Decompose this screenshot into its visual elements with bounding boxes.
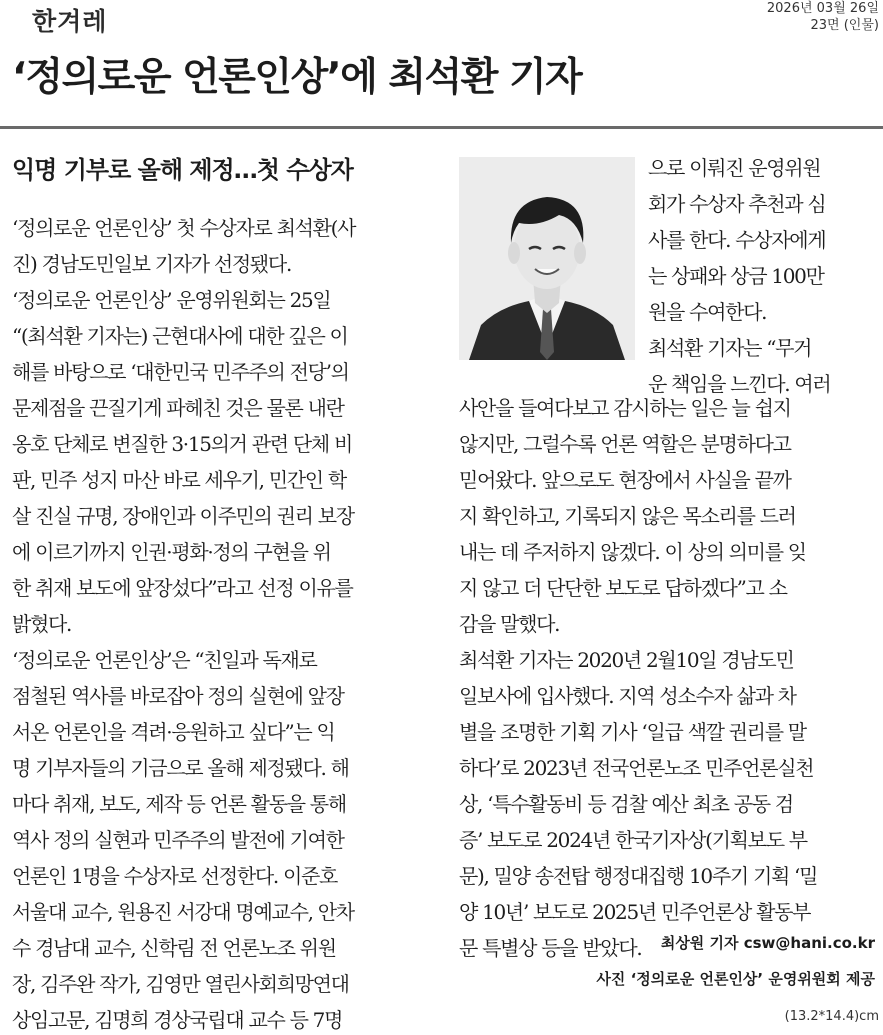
text-line: 양 10년’ 보도로 2025년 민주언론상 활동부 bbox=[459, 900, 811, 924]
text-line: 최석환 기자는 2020년 2월10일 경남도민 bbox=[459, 648, 794, 672]
text-line: “(최석환 기자는) 근현대사에 대한 깊은 이 bbox=[12, 324, 348, 348]
page-section: 23면 (인물) bbox=[810, 18, 879, 33]
clip-size: (13.2*14.4)cm bbox=[784, 1009, 879, 1024]
text-line: 않지만, 그럴수록 언론 역할은 분명하다고 bbox=[459, 432, 791, 456]
text-line: 하다’로 2023년 전국언론노조 민주언론실천 bbox=[459, 756, 814, 780]
text-line: 해를 바탕으로 ‘대한민국 민주주의 전당’의 bbox=[12, 360, 349, 384]
text-line: 에 이르기까지 인권·평화·정의 구현을 위 bbox=[12, 540, 331, 564]
photo-credit: 사진 ‘정의로운 언론인상’ 운영위원회 제공 bbox=[596, 970, 875, 988]
publication-date: 2026년 03월 26일 bbox=[766, 1, 879, 16]
text-line: 문 특별상 등을 받았다. bbox=[459, 936, 642, 960]
text-line: 는 상패와 상금 100만 bbox=[648, 264, 824, 288]
text-line: 문제점을 끈질기게 파헤친 것은 물론 내란 bbox=[12, 396, 344, 420]
text-line: 상, ‘특수활동비 등 검찰 예산 최초 공동 검 bbox=[459, 792, 793, 816]
text-line: 으로 이뤄진 운영위원 bbox=[648, 156, 821, 180]
text-line: 명 기부자들의 기금으로 올해 제정됐다. 해 bbox=[12, 756, 349, 780]
text-line: 서온 언론인을 격려·응원하고 싶다”는 익 bbox=[12, 720, 335, 744]
byline: 최상원 기자 csw@hani.co.kr bbox=[660, 934, 875, 952]
text-line: ‘정의로운 언론인상’ 첫 수상자로 최석환(사 bbox=[12, 216, 356, 240]
text-line: 지 확인하고, 기록되지 않은 목소리를 드러 bbox=[459, 504, 796, 528]
text-line: ‘정의로운 언론인상’은 “친일과 독재로 bbox=[12, 648, 317, 672]
text-line: 상임고문, 김명희 경상국립대 교수 등 7명 bbox=[12, 1008, 343, 1032]
text-line: 서울대 교수, 원용진 서강대 명예교수, 안차 bbox=[12, 900, 354, 924]
text-line: 별을 조명한 기획 기사 ‘일급 색깔 권리를 말 bbox=[459, 720, 806, 744]
text-line: 점철된 역사를 바로잡아 정의 실현에 앞장 bbox=[12, 684, 344, 708]
text-line: 운 책임을 느낀다. 여러 bbox=[648, 372, 831, 396]
text-line: 역사 정의 실현과 민주주의 발전에 기여한 bbox=[12, 828, 344, 852]
text-line: 마다 취재, 보도, 제작 등 언론 활동을 통해 bbox=[12, 792, 346, 816]
headline-divider bbox=[0, 126, 883, 129]
text-line: 일보사에 입사했다. 지역 성소수자 삶과 차 bbox=[459, 684, 796, 708]
text-line: 살 진실 규명, 장애인과 이주민의 권리 보장 bbox=[12, 504, 354, 528]
text-line: 밝혔다. bbox=[12, 612, 72, 636]
newspaper-logo: 한겨레 bbox=[32, 7, 108, 36]
text-line: 감을 말했다. bbox=[459, 612, 560, 636]
publication-info bbox=[767, 0, 879, 34]
text-line: ‘정의로운 언론인상’ 운영위원회는 25일 bbox=[12, 288, 331, 312]
text-line: 회가 수상자 추천과 심 bbox=[648, 192, 826, 216]
portrait-illustration bbox=[459, 157, 635, 360]
text-line: 옹호 단체로 변질한 3·15의거 관련 단체 비 bbox=[12, 432, 352, 456]
text-line: 진) 경남도민일보 기자가 선정됐다. bbox=[12, 252, 292, 276]
text-line: 원을 수여한다. bbox=[648, 300, 767, 324]
text-line: 믿어왔다. 앞으로도 현장에서 사실을 끝까 bbox=[459, 468, 791, 492]
headline: ‘정의로운 언론인상’에 최석환 기자 bbox=[12, 55, 582, 100]
text-line: 사를 한다. 수상자에게 bbox=[648, 228, 826, 252]
text-line: 지 않고 더 단단한 보도로 답하겠다”고 소 bbox=[459, 576, 787, 600]
subheadline: 익명 기부로 올해 제정…첫 수상자 bbox=[12, 156, 353, 184]
reporter-photo bbox=[459, 157, 635, 360]
text-line: 내는 데 주저하지 않겠다. 이 상의 의미를 잊 bbox=[459, 540, 806, 564]
text-line: 수 경남대 교수, 신학림 전 언론노조 위원 bbox=[12, 936, 336, 960]
text-line: 증’ 보도로 2024년 한국기자상(기획보도 부 bbox=[459, 828, 807, 852]
text-line: 문), 밀양 송전탑 행정대집행 10주기 기획 ‘밀 bbox=[459, 864, 818, 888]
text-line: 한 취재 보도에 앞장섰다”라고 선정 이유를 bbox=[12, 576, 353, 600]
text-line: 사안을 들여다보고 감시하는 일은 늘 쉽지 bbox=[459, 396, 791, 420]
text-line: 최석환 기자는 “무거 bbox=[648, 336, 812, 360]
text-line: 언론인 1명을 수상자로 선정한다. 이준호 bbox=[12, 864, 338, 888]
text-line: 판, 민주 성지 마산 바로 세우기, 민간인 학 bbox=[12, 468, 346, 492]
text-line: 장, 김주완 작가, 김영만 열린사회희망연대 bbox=[12, 972, 349, 996]
